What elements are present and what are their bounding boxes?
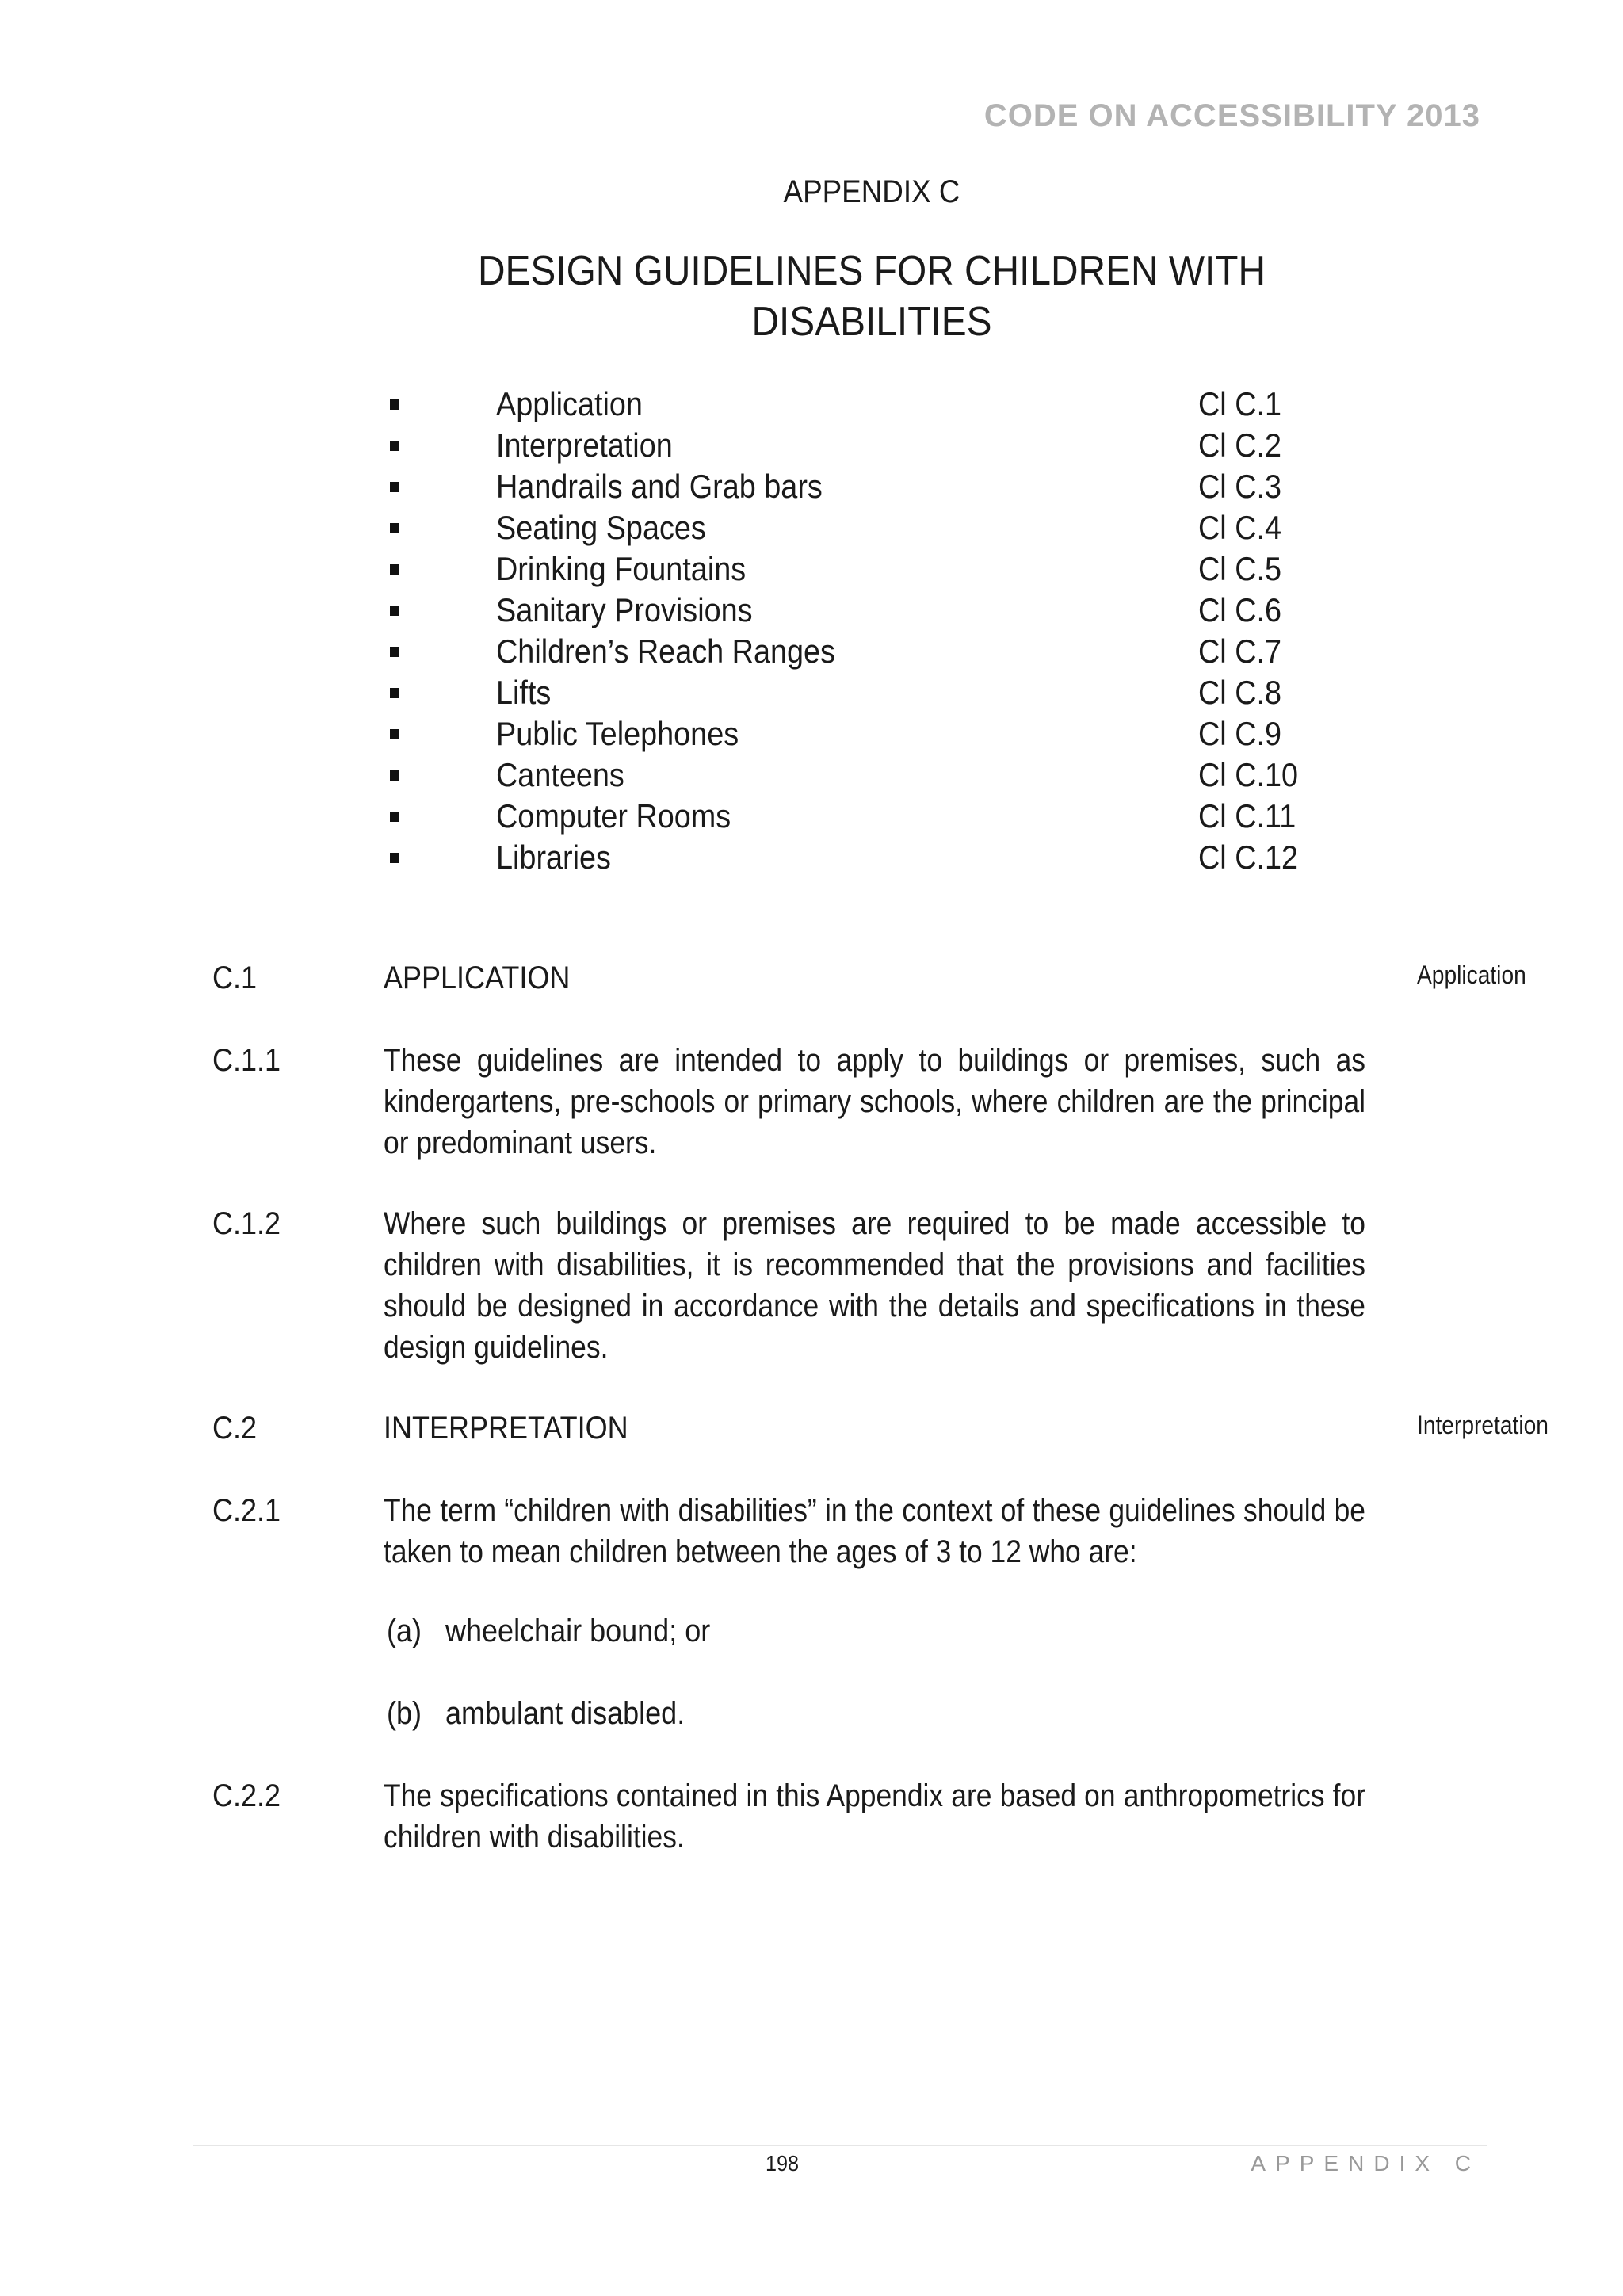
clause-text: The term “children with disabilities” in the context of these guidelines should be taken to mean children between the ages of 3 to 12 who are: bbox=[384, 1493, 1365, 1569]
clause-number: C.2.2 bbox=[212, 1778, 281, 1813]
toc-item-label: Canteens bbox=[496, 756, 624, 793]
footer-divider bbox=[193, 2145, 1487, 2146]
clause-number: C.2.1 bbox=[212, 1493, 281, 1528]
toc-item-ref: Cl C.6 bbox=[1198, 591, 1282, 628]
page-number: 198 bbox=[766, 2151, 800, 2176]
toc-item-ref: Cl C.7 bbox=[1198, 632, 1282, 670]
page-title-line-1: DESIGN GUIDELINES FOR CHILDREN WITH bbox=[477, 248, 1266, 294]
toc-item-label: Application bbox=[496, 385, 643, 422]
toc-item-label: Seating Spaces bbox=[496, 509, 706, 546]
list-item-label: (b) bbox=[387, 1696, 422, 1731]
toc-item-label: Sanitary Provisions bbox=[496, 591, 753, 628]
toc-item-ref: Cl C.9 bbox=[1198, 715, 1282, 752]
toc-item-ref: Cl C.11 bbox=[1198, 797, 1296, 835]
bullet-icon bbox=[390, 770, 399, 781]
section-number: C.1 bbox=[212, 961, 258, 995]
list-item-label: (a) bbox=[387, 1614, 422, 1648]
page-title-line-2: DISABILITIES bbox=[751, 299, 992, 345]
toc-item bbox=[0, 674, 1623, 715]
toc-item-label: Libraries bbox=[496, 839, 611, 876]
bullet-icon bbox=[390, 729, 399, 739]
toc-item-ref: Cl C.3 bbox=[1198, 468, 1282, 505]
bullet-icon bbox=[390, 812, 399, 822]
list-item-text: wheelchair bound; or bbox=[445, 1614, 711, 1648]
section-heading: INTERPRETATION bbox=[384, 1411, 628, 1446]
appendix-label: APPENDIX C bbox=[783, 174, 960, 209]
toc-item bbox=[0, 591, 1623, 632]
bullet-icon bbox=[390, 647, 399, 657]
clause-number: C.1.1 bbox=[212, 1043, 281, 1078]
list-item-text: ambulant disabled. bbox=[445, 1696, 685, 1731]
bullet-icon bbox=[390, 523, 399, 533]
clause-text: Where such buildings or premises are required to be made accessible to children with disabilities, it is recommended that the provisions and facilities should be designed in accordance with the details and specifications in these design guidelines. bbox=[384, 1206, 1365, 1365]
clause-text: The specifications contained in this Appendix are based on anthropometrics for children with disabilities. bbox=[384, 1778, 1365, 1855]
margin-note: Application bbox=[1417, 961, 1526, 989]
page-title bbox=[70, 246, 1623, 347]
bullet-icon bbox=[390, 606, 399, 616]
toc-item bbox=[0, 426, 1623, 468]
toc-item-label: Lifts bbox=[496, 674, 552, 711]
bullet-icon bbox=[390, 399, 399, 410]
section-number: C.2 bbox=[212, 1411, 258, 1446]
toc-item bbox=[0, 632, 1623, 674]
bullet-icon bbox=[390, 853, 399, 863]
toc-item bbox=[0, 468, 1623, 509]
toc-item-ref: Cl C.4 bbox=[1198, 509, 1282, 546]
bullet-icon bbox=[390, 441, 399, 451]
toc-item-ref: Cl C.10 bbox=[1198, 756, 1299, 793]
toc-item-ref: Cl C.8 bbox=[1198, 674, 1282, 711]
toc-item bbox=[0, 756, 1623, 797]
toc-item-label: Handrails and Grab bars bbox=[496, 468, 823, 505]
toc-item bbox=[0, 550, 1623, 591]
bullet-icon bbox=[390, 564, 399, 575]
toc-item-label: Computer Rooms bbox=[496, 797, 731, 835]
clause-number: C.1.2 bbox=[212, 1206, 281, 1241]
margin-note: Interpretation bbox=[1417, 1411, 1549, 1439]
toc-item bbox=[0, 509, 1623, 550]
toc-item-ref: Cl C.1 bbox=[1198, 385, 1282, 422]
toc-item bbox=[0, 715, 1623, 756]
bullet-icon bbox=[390, 688, 399, 698]
toc-item-label: Interpretation bbox=[496, 426, 673, 464]
toc-item bbox=[0, 385, 1623, 426]
document-header-title: CODE ON ACCESSIBILITY 2013 bbox=[983, 98, 1480, 133]
section-heading: APPLICATION bbox=[384, 961, 571, 995]
toc-item bbox=[0, 797, 1623, 839]
toc-item-ref: Cl C.2 bbox=[1198, 426, 1282, 464]
bullet-icon bbox=[390, 482, 399, 492]
toc-item-label: Children’s Reach Ranges bbox=[496, 632, 835, 670]
clause-text: These guidelines are intended to apply to buildings or premises, such as kindergartens, pre-schools or primary schools, where children are the principal or predominant users. bbox=[384, 1043, 1365, 1160]
toc-item-ref: Cl C.5 bbox=[1198, 550, 1282, 587]
toc-item bbox=[0, 839, 1623, 880]
toc-item-label: Public Telephones bbox=[496, 715, 739, 752]
toc-item-ref: Cl C.12 bbox=[1198, 839, 1299, 876]
toc-item-label: Drinking Fountains bbox=[496, 550, 747, 587]
footer-appendix-label: APPENDIX C bbox=[1251, 2151, 1480, 2176]
